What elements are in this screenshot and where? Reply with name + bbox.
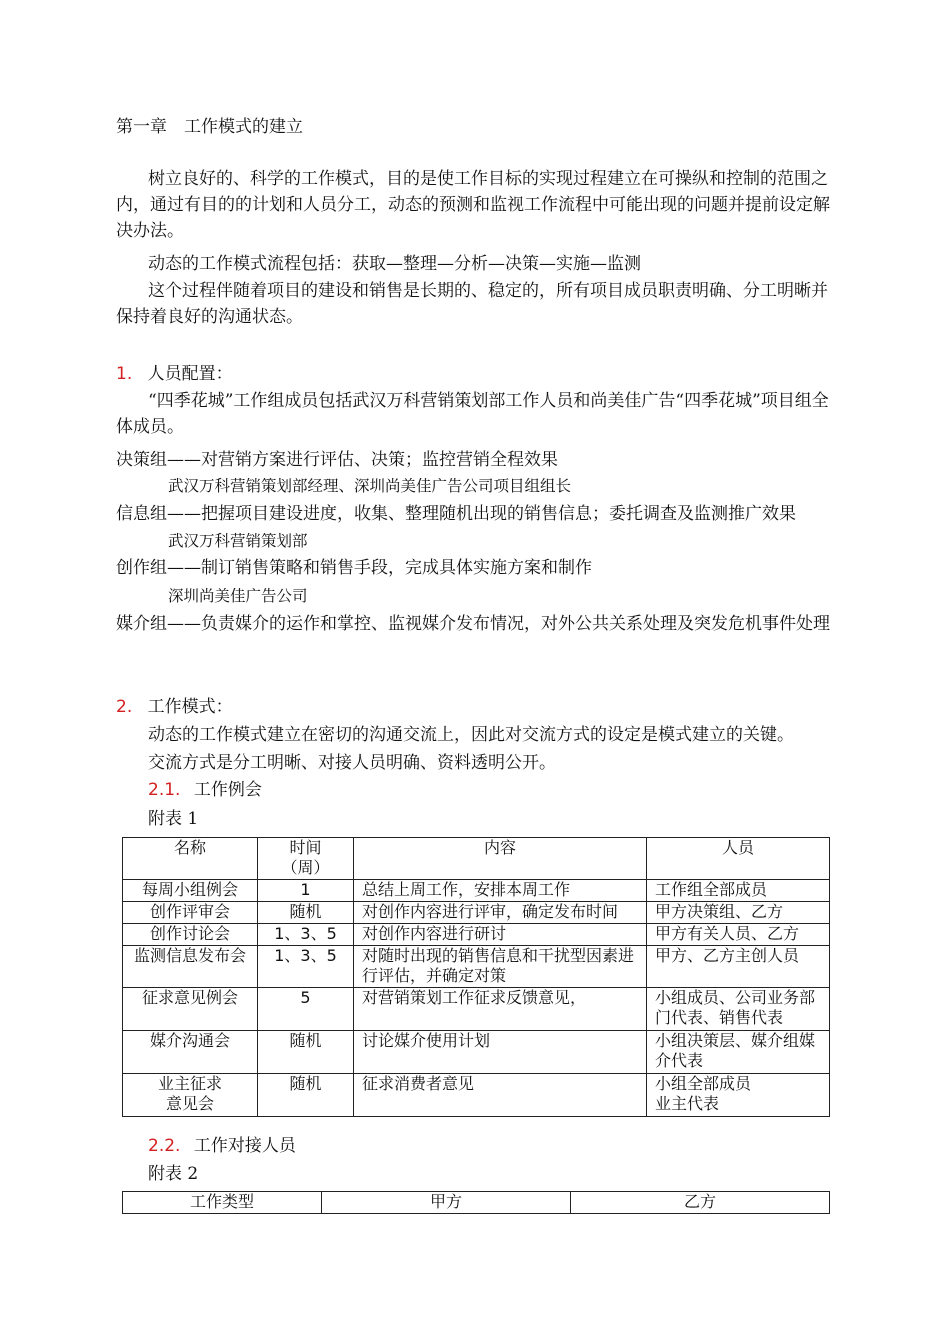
contact-table	[122, 1191, 830, 1214]
group-info-line: 信息组——把握项目建设进度，收集、整理随机出现的销售信息；委托调查及监测推广效果	[116, 504, 796, 524]
section2-paragraph-1: 动态的工作模式建立在密切的沟通交流上，因此对交流方式的设定是模式建立的关键。	[148, 725, 794, 745]
table-header-row	[123, 838, 830, 880]
table-cell: 创作评审会	[123, 902, 258, 924]
section2-number: 2.	[116, 697, 133, 717]
subsection-2-1-number: 2.1.	[148, 780, 181, 800]
table-cell: 随机	[258, 1074, 354, 1117]
group-decision-members: 武汉万科营销策划部经理、深圳尚美佳广告公司项目组组长	[168, 477, 572, 495]
table-header-cell: 甲方	[322, 1192, 571, 1214]
table-cell: 对创作内容进行研讨	[354, 924, 647, 946]
table-cell: 随机	[258, 1031, 354, 1074]
table-cell: 征求消费者意见	[354, 1074, 647, 1117]
table-cell: 工作组全部成员	[647, 880, 830, 902]
subsection-2-1-heading	[148, 779, 262, 801]
table-row	[123, 1031, 830, 1074]
table-row	[123, 880, 830, 902]
section1-description: “四季花城”工作组成员包括武汉万科营销策划部工作人员和尚美佳广告“四季花城”项目组全体成员。	[116, 391, 829, 437]
group-decision-line: 决策组——对营销方案进行评估、决策；监控营销全程效果	[116, 450, 558, 470]
meeting-table	[122, 837, 830, 1117]
table-cell: 甲方、乙方主创人员	[647, 946, 830, 988]
section1-title: 人员配置：	[147, 364, 233, 384]
group-creative-members: 深圳尚美佳广告公司	[168, 587, 308, 605]
table-cell: 甲方有关人员、乙方	[647, 924, 830, 946]
table-cell: 随机	[258, 902, 354, 924]
table-cell: 每周小组例会	[123, 880, 258, 902]
table-cell: 讨论媒介使用计划	[354, 1031, 647, 1074]
intro-paragraph-1: 树立良好的、科学的工作模式，目的是使工作目标的实现过程建立在可操纵和控制的范围之内，通过有目的的计划和人员分工，动态的预测和监视工作流程中可能出现的问题并提前设定解决办法。	[116, 169, 830, 241]
subsection-2-2-heading	[148, 1135, 296, 1157]
table-cell: 对创作内容进行评审，确定发布时间	[354, 902, 647, 924]
subsection-2-2-title: 工作对接人员	[193, 1136, 296, 1156]
table-cell: 媒介沟通会	[123, 1031, 258, 1074]
table-cell: 甲方决策组、乙方	[647, 902, 830, 924]
table1-caption: 附表 1	[148, 809, 199, 829]
chapter-title: 第一章 工作模式的建立	[116, 117, 303, 137]
table-header-cell: 工作类型	[123, 1192, 322, 1214]
table2-caption: 附表 2	[148, 1164, 199, 1184]
table-cell: 征求意见例会	[123, 988, 258, 1031]
group-creative-line: 创作组——制订销售策略和销售手段，完成具体实施方案和制作	[116, 558, 592, 578]
table-cell: 监测信息发布会	[123, 946, 258, 988]
section2-heading	[116, 696, 233, 718]
table-cell: 对营销策划工作征求反馈意见，	[354, 988, 647, 1031]
table-cell: 小组全部成员 业主代表	[647, 1074, 830, 1117]
table-cell: 1	[258, 880, 354, 902]
table-cell: 1、3、5	[258, 946, 354, 988]
section1-number: 1.	[116, 364, 133, 384]
table-header-cell: 内容	[354, 838, 647, 880]
section2-title: 工作模式：	[147, 697, 233, 717]
group-info-members: 武汉万科营销策划部	[168, 532, 308, 550]
table-cell: 小组成员、公司业务部门代表、销售代表	[647, 988, 830, 1031]
table-header-row	[123, 1192, 830, 1214]
table-cell: 总结上周工作，安排本周工作	[354, 880, 647, 902]
table-cell: 1、3、5	[258, 924, 354, 946]
table-header-cell: 时间 （周）	[258, 838, 354, 880]
group-media-line: 媒介组——负责媒介的运作和掌控、监视媒介发布情况，对外公共关系处理及突发危机事件处理	[116, 614, 830, 634]
table-cell: 创作讨论会	[123, 924, 258, 946]
section1-heading	[116, 363, 233, 385]
section2-paragraph-2: 交流方式是分工明晰、对接人员明确、资料透明公开。	[148, 753, 556, 773]
table-cell: 业主征求 意见会	[123, 1074, 258, 1117]
table-header-cell: 乙方	[571, 1192, 830, 1214]
table-row	[123, 902, 830, 924]
table-cell: 对随时出现的销售信息和干扰型因素进行评估，并确定对策	[354, 946, 647, 988]
intro-paragraph-2: 动态的工作模式流程包括：获取—整理—分析—决策—实施—监测	[148, 254, 641, 274]
table-row	[123, 1074, 830, 1117]
table-row	[123, 988, 830, 1031]
table-cell: 5	[258, 988, 354, 1031]
subsection-2-2-number: 2.2.	[148, 1136, 181, 1156]
table-row	[123, 946, 830, 988]
table-row	[123, 924, 830, 946]
intro-paragraph-3: 这个过程伴随着项目的建设和销售是长期的、稳定的，所有项目成员职责明确、分工明晰并保持着良好的沟通状态。	[116, 281, 828, 327]
table-header-cell: 名称	[123, 838, 258, 880]
subsection-2-1-title: 工作例会	[193, 780, 262, 800]
table-cell: 小组决策层、媒介组媒介代表	[647, 1031, 830, 1074]
table-header-cell: 人员	[647, 838, 830, 880]
